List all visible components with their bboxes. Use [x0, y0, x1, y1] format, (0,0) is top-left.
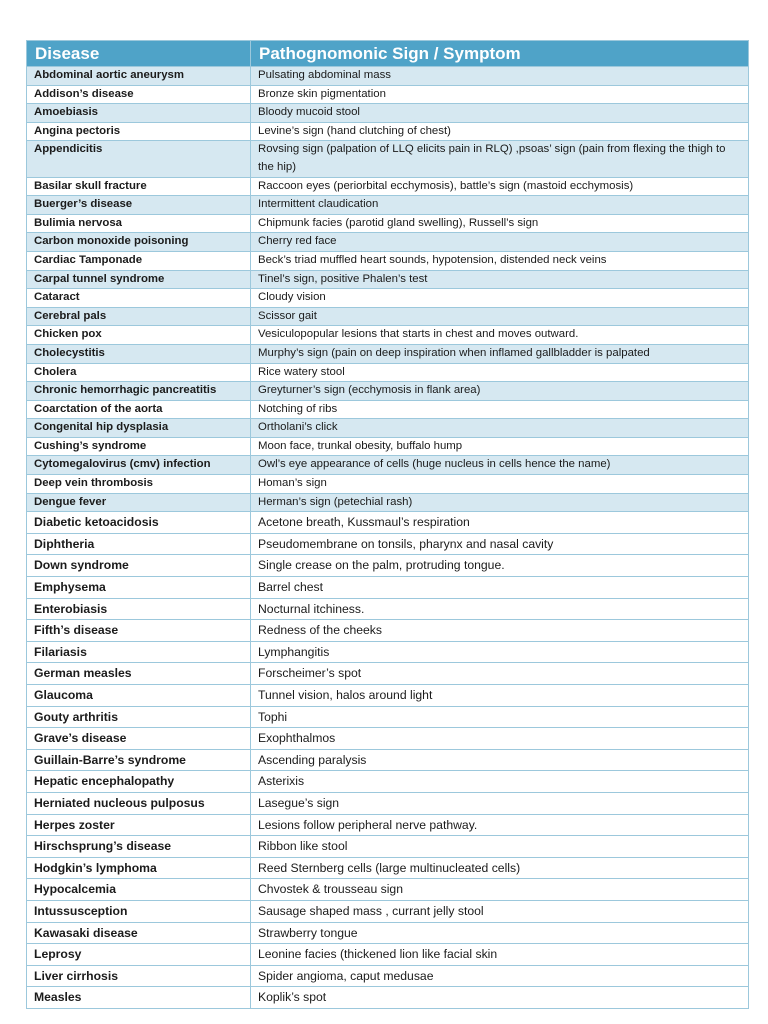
sign-cell: Single crease on the palm, protruding tongue. [251, 555, 749, 577]
table-row [27, 493, 749, 512]
disease-cell: Emphysema [27, 577, 251, 599]
disease-cell: Chicken pox [27, 326, 251, 345]
table-row [27, 196, 749, 215]
sign-cell: Murphy’s sign (pain on deep inspiration when inflamed gallbladder is palpated [251, 344, 749, 363]
table-row [27, 836, 749, 858]
sign-cell: Tunnel vision, halos around light [251, 685, 749, 707]
table-row [27, 214, 749, 233]
table-row [27, 620, 749, 642]
sign-cell: Ribbon like stool [251, 836, 749, 858]
disease-cell: Diabetic ketoacidosis [27, 512, 251, 534]
sign-cell: Bloody mucoid stool [251, 104, 749, 123]
table-row [27, 456, 749, 475]
disease-cell: Cholera [27, 363, 251, 382]
sign-cell: Chipmunk facies (parotid gland swelling), Russell’s sign [251, 214, 749, 233]
table-row [27, 382, 749, 401]
sign-cell: Moon face, trunkal obesity, buffalo hump [251, 437, 749, 456]
sign-cell: Tinel’s sign, positive Phalen’s test [251, 270, 749, 289]
table-row [27, 965, 749, 987]
sign-cell: Forscheimer’s spot [251, 663, 749, 685]
sign-cell: Bronze skin pigmentation [251, 85, 749, 104]
table-row [27, 944, 749, 966]
sign-cell: Lasegue’s sign [251, 792, 749, 814]
disease-sign-table [26, 40, 749, 1009]
table-row [27, 598, 749, 620]
disease-cell: Measles [27, 987, 251, 1009]
sign-cell: Cloudy vision [251, 289, 749, 308]
table-row [27, 533, 749, 555]
disease-cell: Buerger’s disease [27, 196, 251, 215]
sign-cell: Raccoon eyes (periorbital ecchymosis), battle’s sign (mastoid ecchymosis) [251, 177, 749, 196]
table-row [27, 104, 749, 123]
disease-cell: Guillain-Barre’s syndrome [27, 749, 251, 771]
sign-cell: Spider angioma, caput medusae [251, 965, 749, 987]
table-row [27, 857, 749, 879]
header-row [27, 41, 749, 67]
table-row [27, 771, 749, 793]
table-row [27, 307, 749, 326]
table-row [27, 879, 749, 901]
disease-cell: Hirschsprung’s disease [27, 836, 251, 858]
table-row [27, 400, 749, 419]
sign-cell: Tophi [251, 706, 749, 728]
table-row [27, 67, 749, 86]
sign-cell: Leonine facies (thickened lion like facial skin [251, 944, 749, 966]
disease-cell: Cataract [27, 289, 251, 308]
disease-cell: Glaucoma [27, 685, 251, 707]
table-row [27, 814, 749, 836]
table-row [27, 85, 749, 104]
header-sign: Pathognomonic Sign / Symptom [251, 41, 749, 67]
sign-cell: Koplik’s spot [251, 987, 749, 1009]
disease-cell: Cardiac Tamponade [27, 251, 251, 270]
table-row [27, 233, 749, 252]
table-body [27, 67, 749, 1009]
table-row [27, 475, 749, 494]
table-row [27, 122, 749, 141]
table-row [27, 270, 749, 289]
table-row [27, 344, 749, 363]
disease-cell: Leprosy [27, 944, 251, 966]
sign-cell: Ascending paralysis [251, 749, 749, 771]
table-row [27, 437, 749, 456]
table-row [27, 685, 749, 707]
sign-cell: Acetone breath, Kussmaul’s respiration [251, 512, 749, 534]
table-row [27, 419, 749, 438]
disease-cell: Bulimia nervosa [27, 214, 251, 233]
table-row [27, 363, 749, 382]
sign-cell: Strawberry tongue [251, 922, 749, 944]
sign-cell: Lymphangitis [251, 641, 749, 663]
sign-cell: Pulsating abdominal mass [251, 67, 749, 86]
disease-cell: Fifth’s disease [27, 620, 251, 642]
disease-cell: Enterobiasis [27, 598, 251, 620]
disease-cell: Gouty arthritis [27, 706, 251, 728]
sign-cell: Sausage shaped mass , currant jelly stool [251, 900, 749, 922]
sign-cell: Pseudomembrane on tonsils, pharynx and nasal cavity [251, 533, 749, 555]
sign-cell: Beck’s triad muffled heart sounds, hypotension, distended neck veins [251, 251, 749, 270]
disease-cell: Angina pectoris [27, 122, 251, 141]
disease-cell: German measles [27, 663, 251, 685]
table-row [27, 922, 749, 944]
disease-cell: Deep vein thrombosis [27, 475, 251, 494]
sign-cell: Nocturnal itchiness. [251, 598, 749, 620]
sign-cell: Asterixis [251, 771, 749, 793]
disease-cell: Basilar skull fracture [27, 177, 251, 196]
table-row [27, 289, 749, 308]
sign-cell: Lesions follow peripheral nerve pathway. [251, 814, 749, 836]
disease-cell: Hepatic encephalopathy [27, 771, 251, 793]
disease-cell: Down syndrome [27, 555, 251, 577]
disease-cell: Cerebral pals [27, 307, 251, 326]
disease-cell: Hodgkin’s lymphoma [27, 857, 251, 879]
disease-cell: Intussusception [27, 900, 251, 922]
sign-cell: Herman’s sign (petechial rash) [251, 493, 749, 512]
disease-cell: Carpal tunnel syndrome [27, 270, 251, 289]
table-row [27, 900, 749, 922]
table-row [27, 728, 749, 750]
disease-cell: Hypocalcemia [27, 879, 251, 901]
disease-cell: Cholecystitis [27, 344, 251, 363]
sign-cell: Chvostek & trousseau sign [251, 879, 749, 901]
disease-cell: Cytomegalovirus (cmv) infection [27, 456, 251, 475]
table-row [27, 251, 749, 270]
table-row [27, 326, 749, 345]
sign-cell: Vesiculopopular lesions that starts in chest and moves outward. [251, 326, 749, 345]
table-row [27, 706, 749, 728]
sign-cell: Exophthalmos [251, 728, 749, 750]
table-row [27, 577, 749, 599]
disease-cell: Liver cirrhosis [27, 965, 251, 987]
disease-cell: Diphtheria [27, 533, 251, 555]
disease-cell: Dengue fever [27, 493, 251, 512]
disease-cell: Grave’s disease [27, 728, 251, 750]
sign-cell: Notching of ribs [251, 400, 749, 419]
table-row [27, 555, 749, 577]
disease-cell: Chronic hemorrhagic pancreatitis [27, 382, 251, 401]
disease-cell: Carbon monoxide poisoning [27, 233, 251, 252]
header-disease: Disease [27, 41, 251, 67]
sign-cell: Ortholani’s click [251, 419, 749, 438]
table-row [27, 663, 749, 685]
disease-cell: Abdominal aortic aneurysm [27, 67, 251, 86]
table-row [27, 641, 749, 663]
disease-cell: Kawasaki disease [27, 922, 251, 944]
sign-cell: Scissor gait [251, 307, 749, 326]
sign-cell: Redness of the cheeks [251, 620, 749, 642]
sign-cell: Greyturner’s sign (ecchymosis in flank area) [251, 382, 749, 401]
sign-cell: Rice watery stool [251, 363, 749, 382]
disease-cell: Appendicitis [27, 141, 251, 177]
table-row [27, 987, 749, 1009]
sign-cell: Levine’s sign (hand clutching of chest) [251, 122, 749, 141]
disease-cell: Addison’s disease [27, 85, 251, 104]
sign-cell: Barrel chest [251, 577, 749, 599]
sign-cell: Rovsing sign (palpation of LLQ elicits pain in RLQ) ,psoas’ sign (pain from flexing the thigh to the hip) [251, 141, 749, 177]
sign-cell: Intermittent claudication [251, 196, 749, 215]
sign-cell: Owl’s eye appearance of cells (huge nucleus in cells hence the name) [251, 456, 749, 475]
table-row [27, 749, 749, 771]
table-row [27, 177, 749, 196]
disease-cell: Amoebiasis [27, 104, 251, 123]
disease-cell: Coarctation of the aorta [27, 400, 251, 419]
disease-cell: Filariasis [27, 641, 251, 663]
disease-cell: Herniated nucleous pulposus [27, 792, 251, 814]
table-row [27, 512, 749, 534]
disease-cell: Congenital hip dysplasia [27, 419, 251, 438]
sign-cell: Reed Sternberg cells (large multinucleated cells) [251, 857, 749, 879]
table-row [27, 792, 749, 814]
sign-cell: Homan’s sign [251, 475, 749, 494]
table-row [27, 141, 749, 177]
disease-cell: Cushing’s syndrome [27, 437, 251, 456]
sign-cell: Cherry red face [251, 233, 749, 252]
disease-cell: Herpes zoster [27, 814, 251, 836]
